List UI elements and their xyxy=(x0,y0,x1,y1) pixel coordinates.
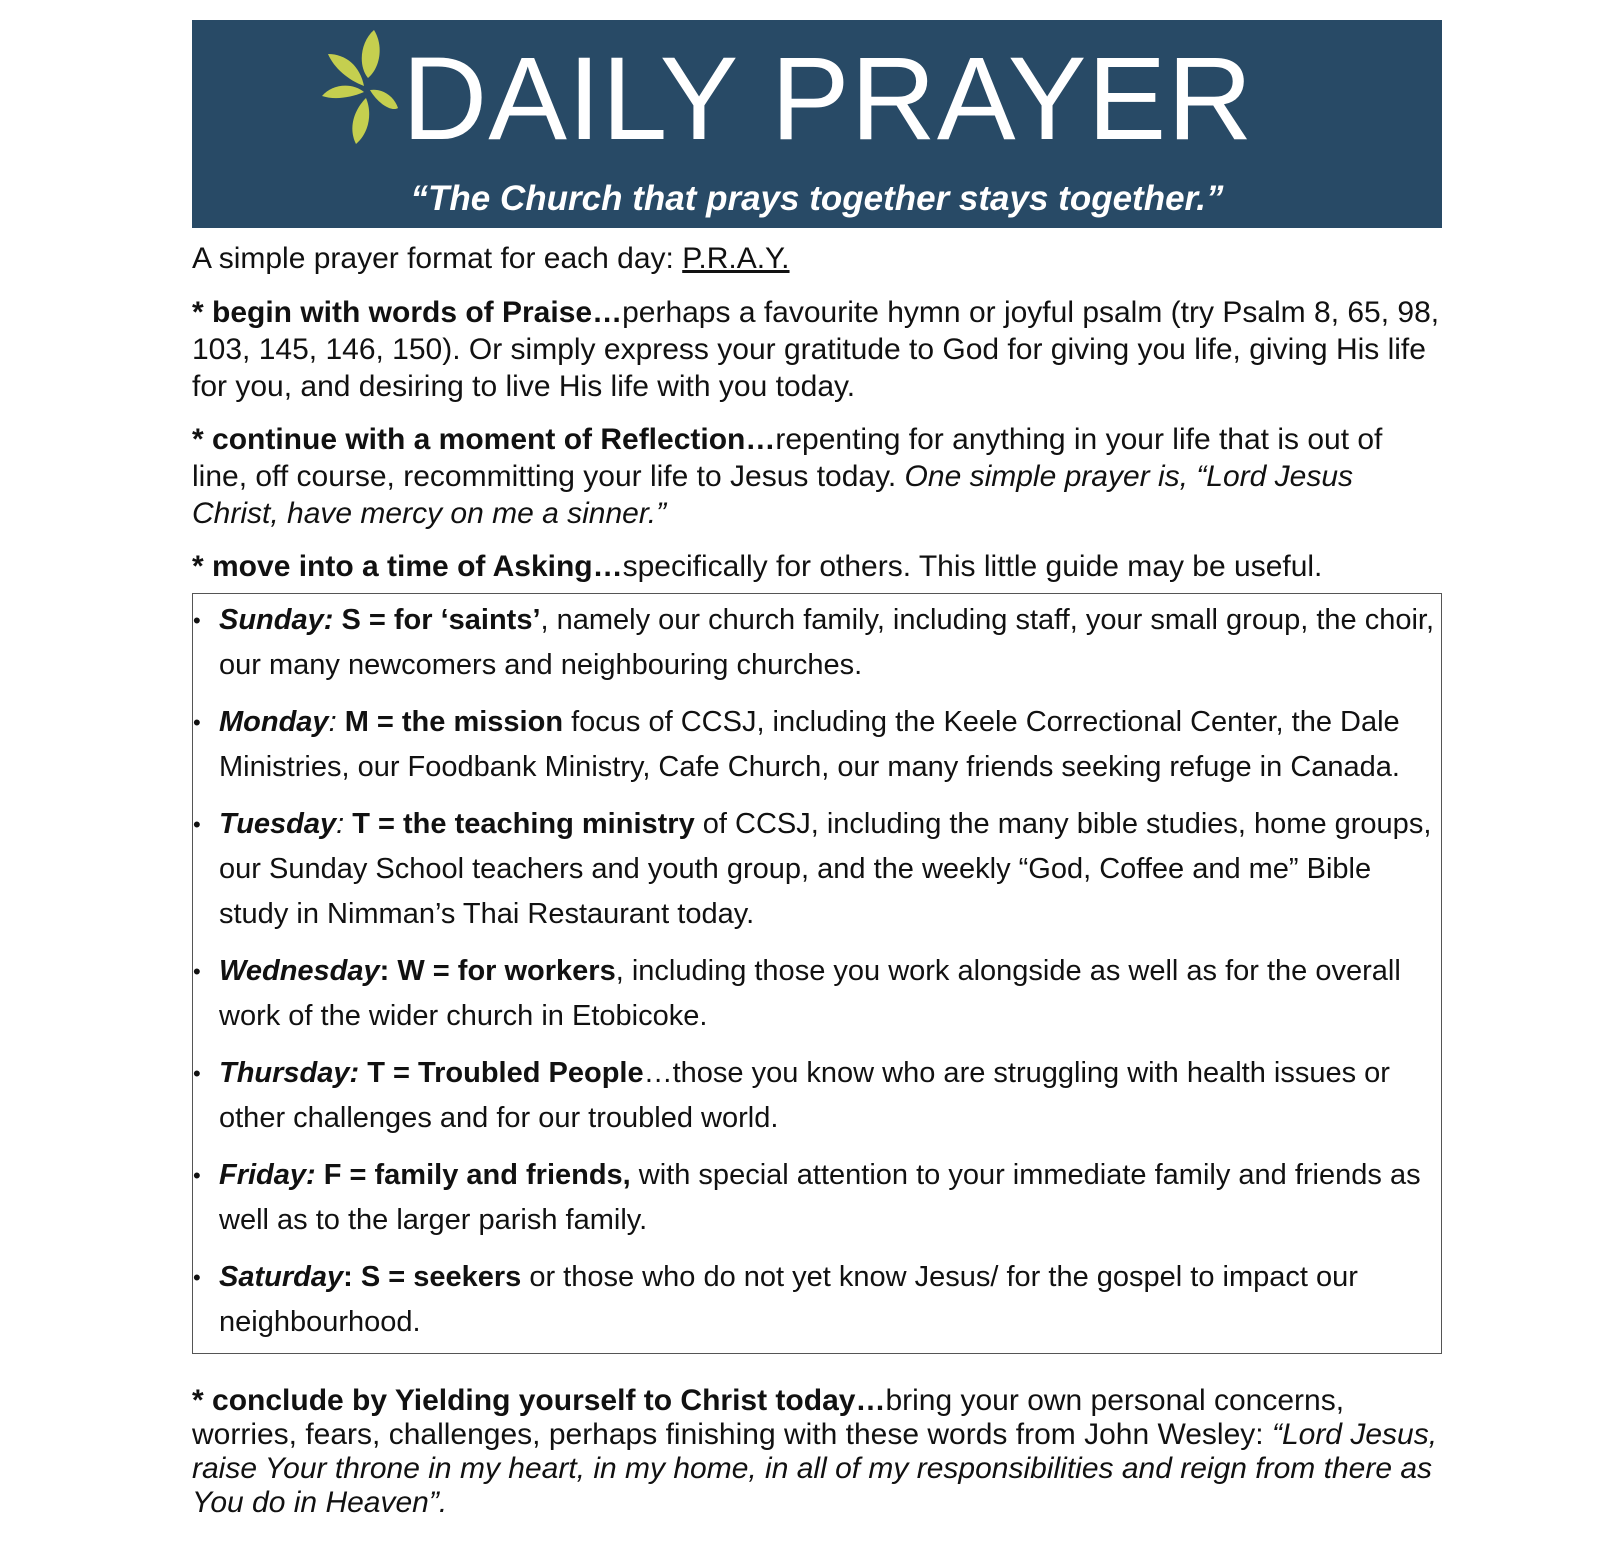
day-sep: : xyxy=(336,808,353,840)
day-text: , namely our church family, including staff, your small group, the choir, our many newcomers and neighbouring churches. xyxy=(219,604,1435,681)
day-item-wednesday xyxy=(193,949,1441,1039)
day-item-friday xyxy=(193,1153,1441,1243)
reflection-quote: One simple prayer is, “Lord Jesus Christ, have mercy on me a sinner.” xyxy=(192,460,1354,530)
bullet-icon: • xyxy=(193,959,201,984)
day-focus: S = seekers xyxy=(360,1261,522,1293)
asking-text: specifically for others. This little guide may be useful. xyxy=(622,550,1323,583)
intro-paragraph xyxy=(192,240,1442,277)
banner-motto: “The Church that prays together stays together.” xyxy=(410,179,1224,218)
page-title: DAILY PRAYER xyxy=(402,33,1254,165)
praise-lead: * begin with words of Praise… xyxy=(192,296,623,329)
day-item-sunday xyxy=(193,598,1441,688)
day-name: Sunday: xyxy=(219,604,334,636)
asking-paragraph xyxy=(192,548,1442,585)
day-text: with special attention to your immediate family and friends as well as to the larger parish family. xyxy=(219,1159,1421,1236)
reflection-lead: * continue with a moment of Reflection… xyxy=(192,423,776,456)
conclude-text: bring your own personal concerns, worries, fears, challenges, perhaps finishing with these words from John Wesley: xyxy=(192,1384,1345,1451)
conclude-lead: * conclude by Yielding yourself to Christ today… xyxy=(192,1384,886,1417)
day-sep: : xyxy=(379,955,398,987)
asking-lead: * move into a time of Asking… xyxy=(192,550,623,583)
day-item-saturday xyxy=(193,1255,1441,1345)
day-text: , including those you work alongside as well as for the overall work of the wider church in Etobicoke. xyxy=(219,955,1401,1032)
pray-acronym: P.R.A.Y. xyxy=(682,242,790,275)
day-name: Wednesday xyxy=(219,955,380,987)
day-sep: : xyxy=(343,1261,361,1293)
day-item-monday xyxy=(193,700,1441,790)
day-focus: T = the teaching ministry xyxy=(352,808,695,840)
day-focus: S = for ‘saints’ xyxy=(341,604,541,636)
praise-text: perhaps a favourite hymn or joyful psalm (try Psalm 8, 65, 98, 103, 145, 146, 150). Or simply express your gratitude to God for giving you life, giving His life for you, and desiring to live His life with you today. xyxy=(192,296,1440,403)
day-text: focus of CCSJ, including the Keele Correctional Center, the Dale Ministries, our Foodbank Ministry, Cafe Church, our many friends seeking refuge in Canada. xyxy=(219,706,1400,783)
day-name: Monday xyxy=(219,706,329,738)
day-item-tuesday xyxy=(193,802,1441,937)
reflection-paragraph xyxy=(192,421,1442,532)
day-name: Saturday xyxy=(219,1261,344,1293)
bullet-icon: • xyxy=(193,608,201,633)
bullet-icon: • xyxy=(193,710,201,735)
day-name: Thursday: xyxy=(219,1057,360,1089)
day-sep: : xyxy=(328,706,345,738)
day-text: of CCSJ, including the many bible studies, home groups, our Sunday School teachers and youth group, and the weekly “God, Coffee and me” Bible study in Nimman’s Thai Restaurant today. xyxy=(219,808,1432,930)
reflection-text: repenting for anything in your life that is out of line, off course, recommitting your life to Jesus today. xyxy=(192,423,1383,493)
bullet-icon: • xyxy=(193,812,201,837)
day-sep xyxy=(316,1159,324,1191)
day-focus: T = Troubled People xyxy=(367,1057,644,1089)
day-item-thursday xyxy=(193,1051,1441,1141)
day-focus: M = the mission xyxy=(344,706,564,738)
intro-text: A simple prayer format for each day: xyxy=(192,242,683,275)
daily-guide-box xyxy=(192,593,1442,1354)
title-banner xyxy=(192,20,1442,228)
bullet-icon: • xyxy=(193,1163,201,1188)
document-body xyxy=(192,240,1442,1520)
conclude-quote: “Lord Jesus, raise Your throne in my heart, in my home, in all of my responsibilities and reign from there as You do in Heaven”. xyxy=(192,1418,1438,1519)
bullet-icon: • xyxy=(193,1265,201,1290)
day-focus: F = family and friends, xyxy=(323,1159,631,1191)
conclude-paragraph xyxy=(192,1384,1442,1520)
day-text: …those you know who are struggling with health issues or other challenges and for our troubled world. xyxy=(219,1057,1390,1134)
praise-paragraph xyxy=(192,294,1442,405)
bullet-icon: • xyxy=(193,1061,201,1086)
leaf-sprig-icon xyxy=(320,28,400,146)
day-name: Tuesday xyxy=(219,808,337,840)
day-text: or those who do not yet know Jesus/ for the gospel to impact our neighbourhood. xyxy=(219,1261,1358,1338)
day-name: Friday: xyxy=(219,1159,316,1191)
day-focus: W = for workers xyxy=(397,955,616,987)
